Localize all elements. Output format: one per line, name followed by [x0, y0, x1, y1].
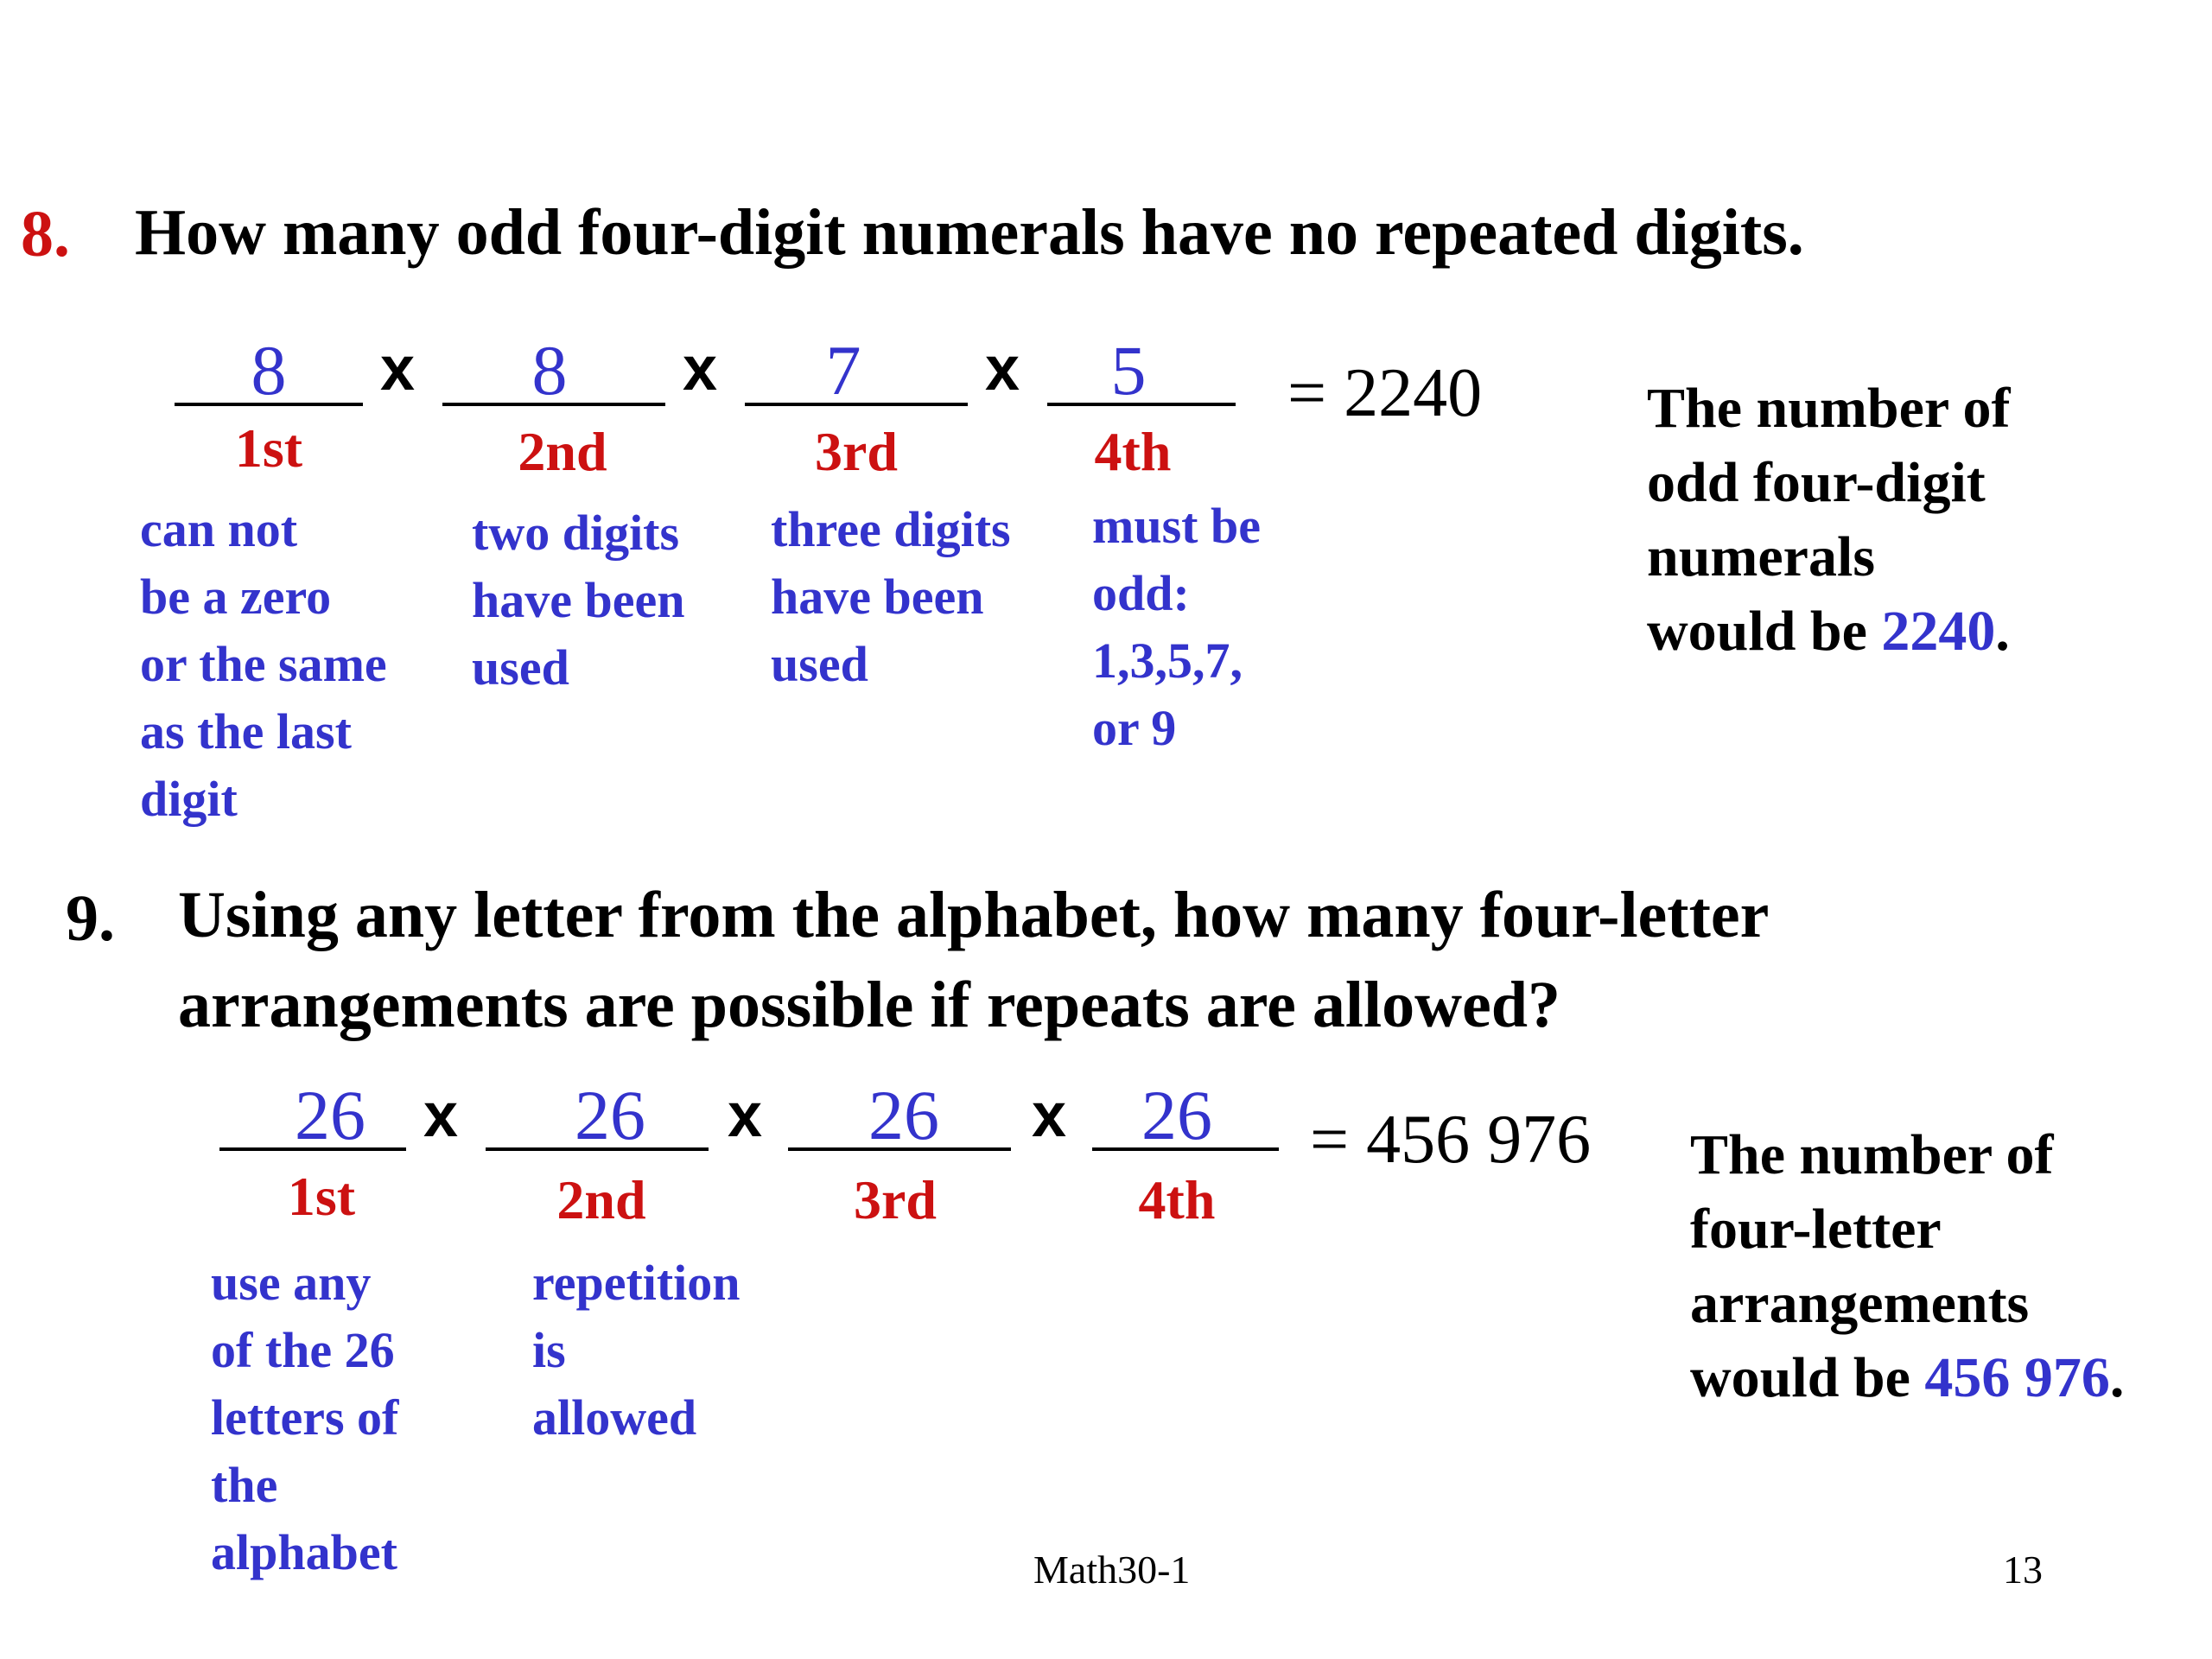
q8-summary-line-2: odd four-digit	[1647, 451, 1986, 514]
q9-summary-line-1: The number of	[1690, 1123, 2054, 1186]
q9-summary-line-4	[1690, 1341, 2124, 1415]
q9-slot-3-value: 26	[868, 1076, 939, 1154]
q8-slot-2-value: 8	[531, 331, 568, 410]
q9-slot-4-value: 26	[1141, 1076, 1212, 1154]
q8-summary-line-3: numerals	[1647, 525, 1875, 588]
q8-summary	[1647, 372, 2011, 669]
q9-result: = 456 976	[1310, 1102, 1592, 1178]
q9-slot-2-note: repetition is allowed	[532, 1255, 741, 1446]
q9-question-line-1: Using any letter from the alphabet, how many four-letter	[178, 879, 1770, 951]
q9-slot-1-note: use any of the 26 letters of the alphabet	[211, 1255, 399, 1580]
q8-times-3: x	[985, 334, 1020, 404]
q8-summary-end: .	[1995, 600, 2010, 663]
q9-number: 9.	[66, 882, 115, 955]
q8-summary-prefix: would be	[1647, 600, 1882, 663]
q8-slot-3-value: 7	[825, 331, 861, 410]
q9-slot-1-position: 1st	[287, 1166, 356, 1227]
q9-slot-3-position: 3rd	[854, 1169, 937, 1230]
q8-times-2: x	[683, 334, 718, 404]
q8-slot-4-note: must be odd: 1,3,5,7, or 9	[1092, 498, 1261, 756]
q8-slot-3-position: 3rd	[815, 421, 898, 482]
q9-question-line-2: arrangements are possible if repeats are allowed?	[178, 969, 1561, 1041]
q9-summary-line-2: four-letter	[1690, 1198, 1942, 1261]
q8-result: = 2240	[1287, 355, 1483, 431]
q8-summary-value: 2240	[1881, 600, 1996, 663]
q8-slot-4-value: 5	[1110, 331, 1147, 410]
q9-slot-2-position: 2nd	[556, 1169, 646, 1230]
q8-slot-1-position: 1st	[234, 417, 303, 479]
q8-slot-1-value: 8	[251, 331, 287, 410]
q8-slot-4-position: 4th	[1094, 421, 1172, 482]
q9-summary	[1690, 1118, 2124, 1415]
q8-slot-3-note: three digits have been used	[771, 501, 1011, 692]
q8-summary-line-4	[1647, 594, 2011, 669]
footer-page-number: 13	[2003, 1548, 2043, 1592]
q8-question: How many odd four-digit numerals have no repeated digits.	[135, 196, 1804, 269]
q8-times-1: x	[380, 334, 416, 404]
q9-slot-4-position: 4th	[1138, 1169, 1216, 1230]
q8-slot-1-note: can not be a zero or the same as the last digit	[140, 501, 387, 827]
q8-slot-2-position: 2nd	[518, 421, 607, 482]
q9-summary-line-3: arrangements	[1690, 1272, 2030, 1335]
q9-times-3: x	[1032, 1081, 1067, 1150]
q9-summary-end: .	[2109, 1346, 2125, 1409]
q9-slot-2-value: 26	[575, 1076, 645, 1154]
q9-summary-value: 456 976	[1924, 1346, 2110, 1409]
q9-summary-prefix: would be	[1690, 1346, 1925, 1409]
footer-course: Math30-1	[1033, 1548, 1191, 1592]
q8-slot-2-note: two digits have been used	[472, 505, 685, 696]
q8-summary-line-1: The number of	[1647, 377, 2011, 440]
q9-times-2: x	[728, 1081, 763, 1150]
q9-slot-1-value: 26	[295, 1076, 365, 1154]
q9-times-1: x	[423, 1081, 459, 1150]
q8-number: 8.	[21, 198, 70, 270]
